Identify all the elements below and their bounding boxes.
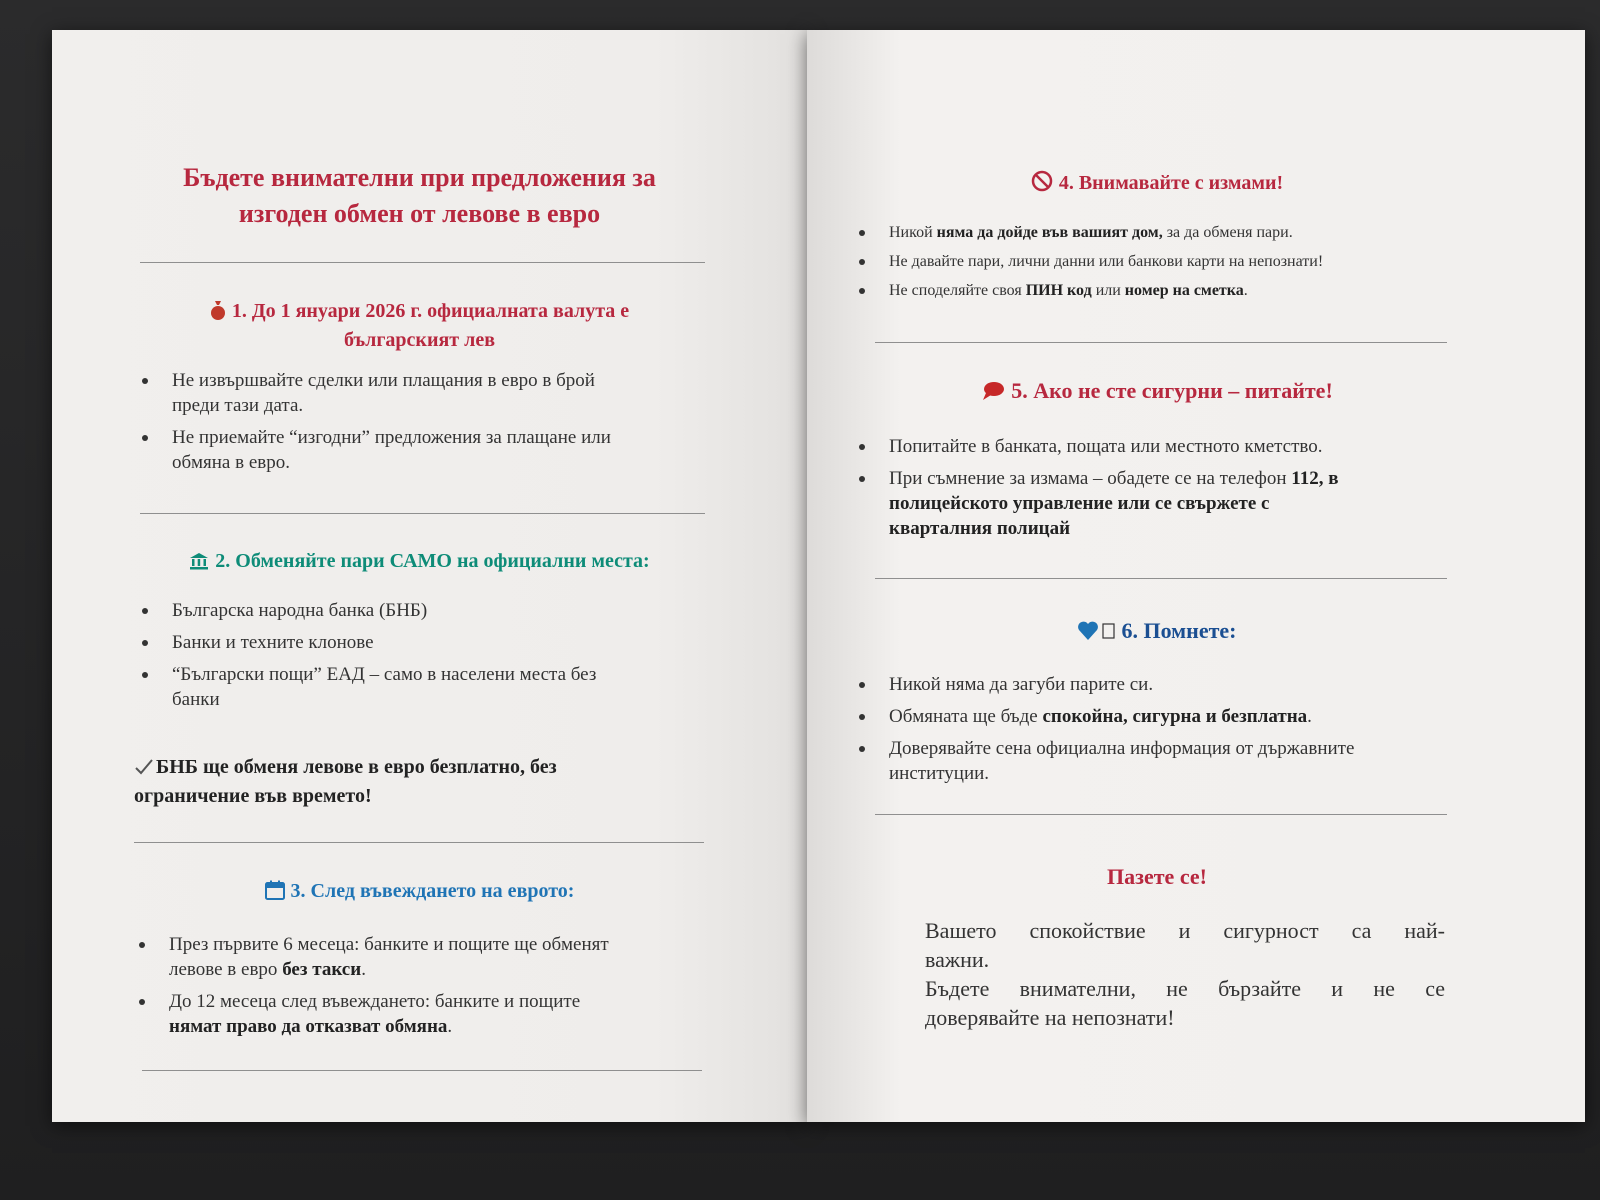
section-1-title: 1. До 1 януари 2026 г. официалната валута е българският лев xyxy=(132,298,707,353)
list-item: Не споделяйте своя ПИН код или номер на сметка. xyxy=(857,280,1477,302)
divider xyxy=(875,578,1447,579)
heart-icon xyxy=(1077,621,1115,647)
section-2-title: 2. Обменяйте пари САМО на официални места: xyxy=(132,548,707,577)
list-item: Никой няма да дойде във вашият дом, за да обменя пари. xyxy=(857,222,1477,244)
section-4-list xyxy=(857,222,1477,309)
list-item: “Български пощи” ЕАД – само в населени места без банки xyxy=(140,662,700,712)
list-item: Обмяната ще бъде спокойна, сигурна и безплатна. xyxy=(857,704,1477,729)
list-item: Не приемайте “изгодни” предложения за плащане или обмяна в евро. xyxy=(140,425,700,475)
check-icon xyxy=(134,757,154,783)
divider xyxy=(142,1070,702,1071)
section-6-title: 6. Помнете: xyxy=(857,618,1457,647)
main-title: Бъдете внимателни при предложения за изгоден обмен от левове в евро xyxy=(183,163,656,228)
list-item: Не давайте пари, лични данни или банкови карти на непознати! xyxy=(857,251,1477,273)
section-2-list xyxy=(140,598,700,712)
divider xyxy=(140,513,705,514)
leaflet-left-page xyxy=(52,30,807,1122)
bnb-note: БНБ ще обменя левове в евро безплатно, без ограничение във времето! xyxy=(134,756,557,807)
list-item: Доверявайте сена официална информация от държавните институции. xyxy=(857,736,1477,786)
bank-icon xyxy=(189,551,209,577)
final-title: Пазете се! xyxy=(1107,864,1207,889)
divider xyxy=(140,262,705,263)
speech-bubble-icon xyxy=(981,381,1005,407)
section-4-title: 4. Внимавайте с измами! xyxy=(857,170,1457,199)
list-item: Не извършвайте сделки или плащания в евро в брой преди тази дата. xyxy=(140,368,700,418)
section-3-list xyxy=(137,932,702,1039)
section-6-list xyxy=(857,672,1477,786)
leaflet-right-page xyxy=(807,30,1585,1122)
divider xyxy=(875,814,1447,815)
list-item: Българска народна банка (БНБ) xyxy=(140,598,700,623)
section-5-title: 5. Ако не сте сигурни – питайте! xyxy=(857,378,1457,407)
list-item: Банки и техните клонове xyxy=(140,630,700,655)
divider xyxy=(875,342,1447,343)
prohibited-icon xyxy=(1031,170,1053,199)
section-3-title: 3. След въвеждането на еврото: xyxy=(132,878,707,907)
list-item: Никой няма да загуби парите си. xyxy=(857,672,1477,697)
section-1-list xyxy=(140,368,700,475)
list-item: До 12 месеца след въвеждането: банките и пощите нямат право да отказват обмяна. xyxy=(137,989,702,1039)
list-item: През първите 6 месеца: банките и пощите ще обменят левове в евро без такси. xyxy=(137,932,702,982)
final-message: Вашето спокойствие и сигурност са най- важни. Бъдете внимателни, не бързайте и не се доверявайте на непознати! xyxy=(925,918,1445,1030)
divider xyxy=(134,842,704,843)
money-bag-icon xyxy=(210,300,226,327)
list-item: Попитайте в банката, пощата или местното кметство. xyxy=(857,434,1477,459)
calendar-icon xyxy=(265,880,285,907)
list-item: При съмнение за измама – обадете се на телефон 112, в полицейското управление или се свържете с кварталния полицай xyxy=(857,466,1477,541)
section-5-list xyxy=(857,434,1477,541)
